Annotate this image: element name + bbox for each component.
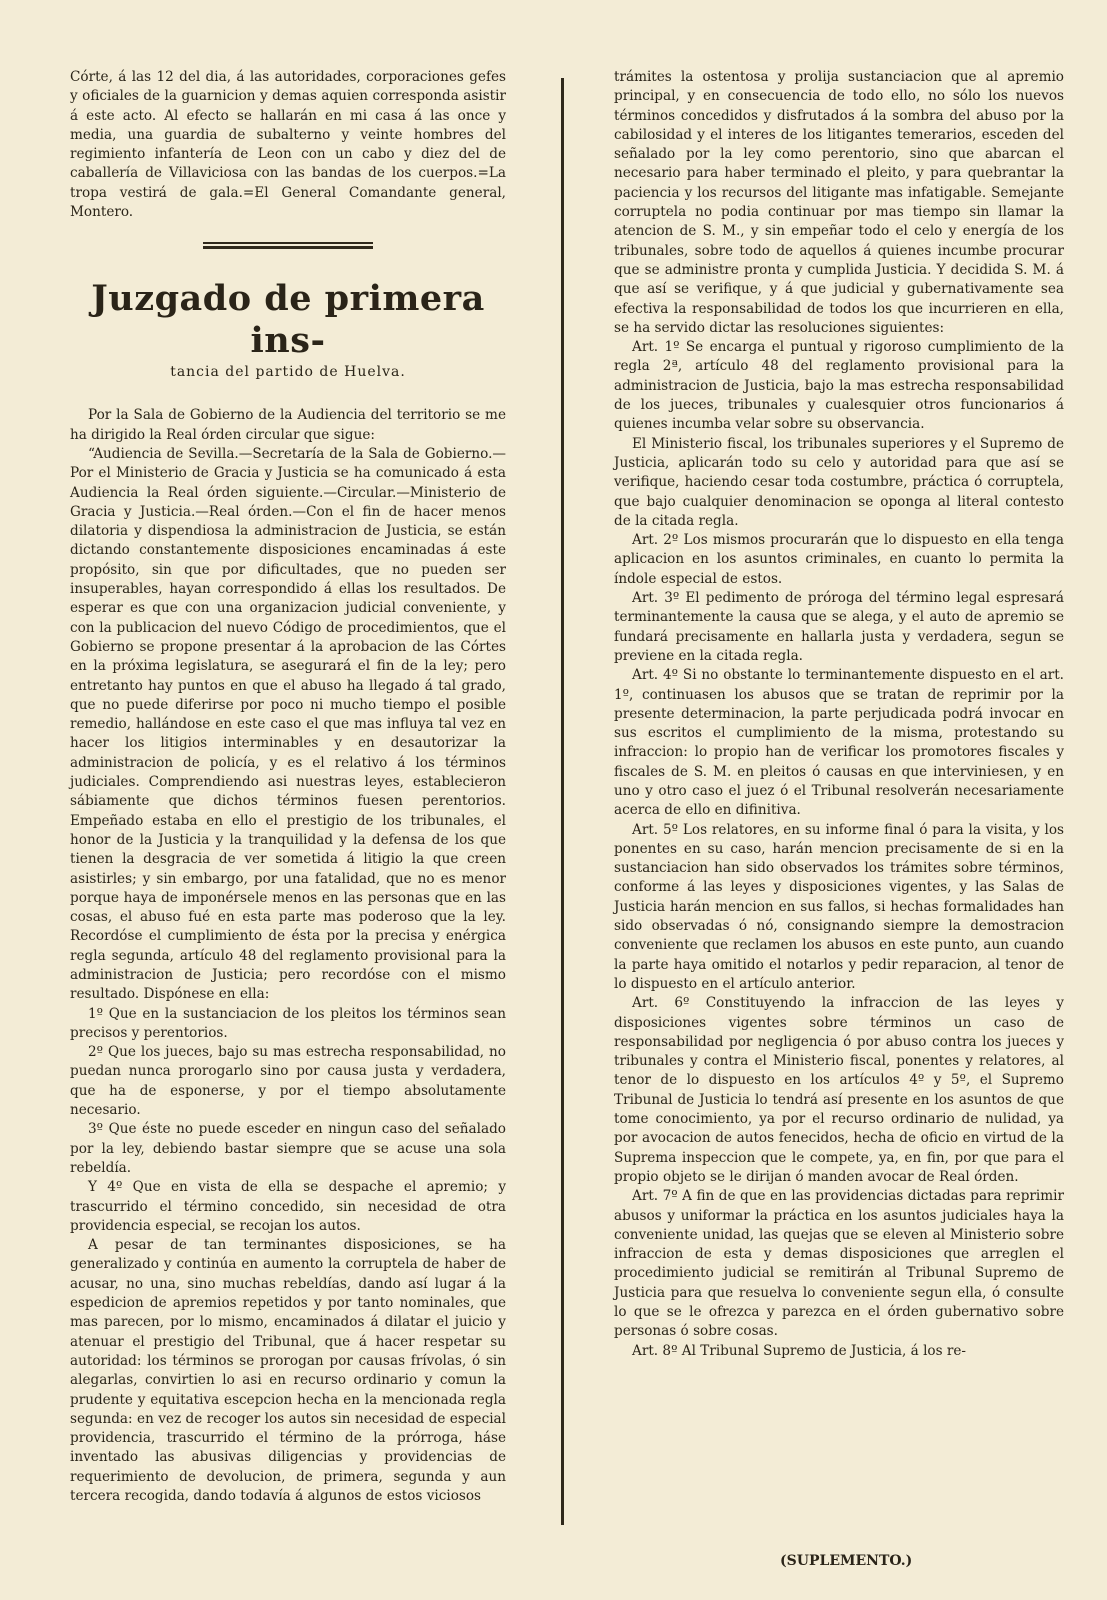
left-paragraph-2: “Audiencia de Sevilla.—Secretaría de la Sala de Gobierno.—Por el Ministerio de Gracia y Justicia se ha comunicado á esta Audiencia la Real órden siguiente.—Circular.—Ministerio de Gracia y Justicia.—Real órden.—Con el fin de hacer menos dilatoria y dispendiosa la administracion de Justicia, se están dictando constantemente disposiciones encaminadas á este propósito, sin que por dificultades, que no pueden ser insuperables, hayan correspondido á ellas los resultados. De esperar es que con una organizacion judicial conveniente, y con la publicacion del nuevo Código de procedimientos, que el Gobierno se propone presentar á la aprobacion de las Córtes en la próxima legislatura, se asegurará el fin de la ley; pero entretanto hay puntos en que el abuso ha llegado á tal grado, que no puede diferirse por poco ni mucho tiempo el posible remedio, hallándose en este caso el que mas influya tal vez en hacer los litigios interminables y en desautorizar la administracion de policía, y es el relativo á los términos judiciales. Comprendiendo asi nuestras leyes, establecieron sábiamente que dichos términos fuesen perentorios. Empeñado estaba en ello el prestigio de los tribunales, el honor de la Justicia y la tranquilidad y la defensa de los que tienen la desgracia de ver sometida á litigio la que creen asistirles; y sin embargo, por una fatalidad, que no es menor porque haya de imponérsele menos en las personas que en las cosas, el abuso fué en esta parte mas poderoso que la ley. Recordóse el cumplimiento de ésta por la precisa y enérgica regla segunda, artículo 48 del reglamento provisional para la administracion de Justicia; pero recordóse con el mismo resultado. Dispónese en ella: (70, 445, 506, 1003)
left-paragraph-3: 1º Que en la sustanciacion de los pleitos los términos sean precisos y perentorios. (70, 1005, 506, 1041)
left-paragraph-7: A pesar de tan terminantes disposiciones, se ha generalizado y continúa en aumento la corruptela de haber de acusar, no una, sino muchas rebeldías, dando así lugar á la espedicion de apremios repetidos y por tanto nominales, que mas parecen, por lo mismo, encaminados á dilatar el juicio y atenuar el prestigio del Tribunal, que á hacer respetar su autoridad: los términos se prorogan por causas frívolas, ó sin alegarlas, convirtien lo asi en recurso ordinario y comun la prudente y equitativa escepcion hecha en la mencionada regla segunda: en vez de recoger los autos sin necesidad de especial providencia, trascurrido el término de la prórroga, háse inventado las abusivas diligencias y providencias de requerimiento de devolucion, de primera, segunda y aun tercera recogida, dando todavía á algunos de estos viciosos (70, 1237, 506, 1504)
paragraph-top: Córte, á las 12 del dia, á las autoridades, corporaciones gefes y oficiales de la guarnicion y demas aquien corresponda asistir á este acto. Al efecto se hallarán en mi casa á las once y media, una guardia de subalterno y veinte hombres del regimiento infantería de Leon con un cabo y diez del de caballería de Villaviciosa con las bandas de los cuerpos.=La tropa vestirá de gala.=El General Comandante general, Montero. (70, 69, 506, 221)
right-paragraph-10: Art. 8º Al Tribunal Supremo de Justicia, á los re- (632, 1342, 967, 1359)
ornament-line-thick (203, 246, 373, 249)
section-headline: Juzgado de primera ins- (91, 278, 485, 362)
section-subheadline: tancia del partido de Huelva. (170, 364, 406, 381)
supplement-footer: (SUPLEMENTO.) (780, 1553, 913, 1569)
left-paragraph-1: Por la Sala de Gobierno de la Audiencia del territorio se me ha dirigido la Real órden circular que sigue: (70, 407, 506, 443)
right-paragraph-4: Art. 2º Los mismos procurarán que lo dispuesto en ella tenga aplicacion en los asuntos criminales, en cuanto lo permita la índole especial de estos. (614, 532, 1064, 587)
left-column (70, 68, 506, 1506)
right-column (614, 68, 1064, 1361)
right-paragraph-7: Art. 5º Los relatores, en su informe final ó para la visita, y los ponentes en su caso, harán mencion precisamente de si en la sustanciacion han sido observados los trámites sobre términos, conforme á las leyes y disposiciones vigentes, y las Salas de Justicia harán mencion en sus fallos, si hechas formalidades han sido observadas ó nó, consignando siempre la demostracion conveniente que reclamen los abusos en este punto, aun cuando la parte haya omitido el notarlos y pedir reparacion, al tenor de lo dispuesto en el artículo anterior. (614, 821, 1064, 992)
right-paragraph-2: Art. 1º Se encarga el puntual y rigoroso cumplimiento de la regla 2ª, artículo 48 del reglamento provisional para la administracion de Justicia, bajo la mas estrecha responsabilidad de los jueces, tribunales y cualesquier otros funcionarios á quienes incumba velar sobre su observancia. (614, 339, 1064, 433)
right-paragraph-5: Art. 3º El pedimento de próroga del término legal espresará terminantemente la causa que se alega, y el auto de apremio se fundará precisamente en hallarla justa y verdadera, segun se previene en la citada regla. (614, 590, 1064, 664)
column-divider (561, 78, 564, 1525)
left-paragraph-6: Y 4º Que en vista de ella se despache el apremio; y trascurrido el término concedido, sin necesidad de otra providencia especial, se recojan los autos. (70, 1179, 506, 1234)
right-paragraph-3: El Ministerio fiscal, los tribunales superiores y el Supremo de Justicia, aplicarán todo su celo y autoridad para que así se verifique, haciendo cesar toda costumbre, práctica ó corruptela, que bajo cualquier denominacion se oponga al literal contesto de la citada regla. (614, 435, 1064, 529)
section-ornament-rule (203, 242, 373, 250)
left-paragraph-5: 3º Que éste no puede esceder en ningun caso del señalado por la ley, debiendo bastar siempre que se acuse una sola rebeldía. (70, 1121, 506, 1176)
ornament-line-thin (203, 242, 373, 244)
right-paragraph-8: Art. 6º Constituyendo la infraccion de las leyes y disposiciones vigentes sobre términos un caso de responsabilidad por negligencia ó por abuso contra los jueces y tribunales y contra el Ministerio fiscal, ponentes y relatores, al tenor de lo dispuesto en los artículos 4º y 5º, el Supremo Tribunal de Justicia lo tendrá así presente en los asuntos de que tome conocimiento, ya por el recurso ordinario de nulidad, ya por avocacion de autos fenecidos, hecha de oficio en virtud de la Suprema inspeccion que le compete, ya, en fin, por que para el propio objeto se le dirijan ó manden avocar de Real órden. (614, 995, 1064, 1185)
right-paragraph-9: Art. 7º A fin de que en las providencias dictadas para reprimir abusos y uniformar la práctica en los asuntos judiciales haya la conveniente unidad, las quejas que se eleven al Ministerio sobre infraccion de esta y demas disposiciones que arreglen el procedimiento judicial se remitirán al Tribunal Supremo de Justicia para que resuelva lo conveniente segun ella, ó consulte lo que se le ofrezca y parezca en el órden gubernativo sobre personas ó sobre cosas. (614, 1188, 1064, 1340)
right-paragraph-6: Art. 4º Si no obstante lo terminantemente dispuesto en el art. 1º, continuasen los abusos que se tratan de reprimir por la presente determinacion, la parte perjudicada podrá invocar en sus escritos el cumplimiento de la misma, protestando su infraccion: lo propio han de verificar los promotores fiscales y fiscales de S. M. en pleitos ó causas en que interviniesen, y en uno y otro caso el juez ó el Tribunal resolverán necesariamente acerca de ello en difinitiva. (614, 667, 1064, 819)
left-paragraph-4: 2º Que los jueces, bajo su mas estrecha responsabilidad, no puedan nunca prorogarlo sino por causa justa y verdadera, que ha de esponerse, y por el tiempo absolutamente necesario. (70, 1044, 506, 1119)
right-paragraph-1: trámites la ostentosa y prolija sustanciacion que al apremio principal, y en consecuencia de todo ello, no sólo los nuevos términos concedidos y disfrutados á la sombra del abuso por la cabilosidad y el interes de los litigantes temerarios, esceden del señalado por la ley como perentorio, sino que abarcan el necesario para haber terminado el pleito, y para quebrantar la paciencia y los recursos del litigante mas infatigable. Semejante corruptela no podia continuar por mas tiempo sin llamar la atencion de S. M., y sin empeñar todo el celo y energía de los tribunales, sobre todo de aquellos á quienes incumbe procurar que se administre pronta y cumplida Justicia. Y decidida S. M. á que así se verifique, y á que judicial y gubernativamente sea efectiva la responsabilidad de todos los que incurrieren en ella, se ha servido dictar las resoluciones siguientes: (614, 69, 1064, 336)
